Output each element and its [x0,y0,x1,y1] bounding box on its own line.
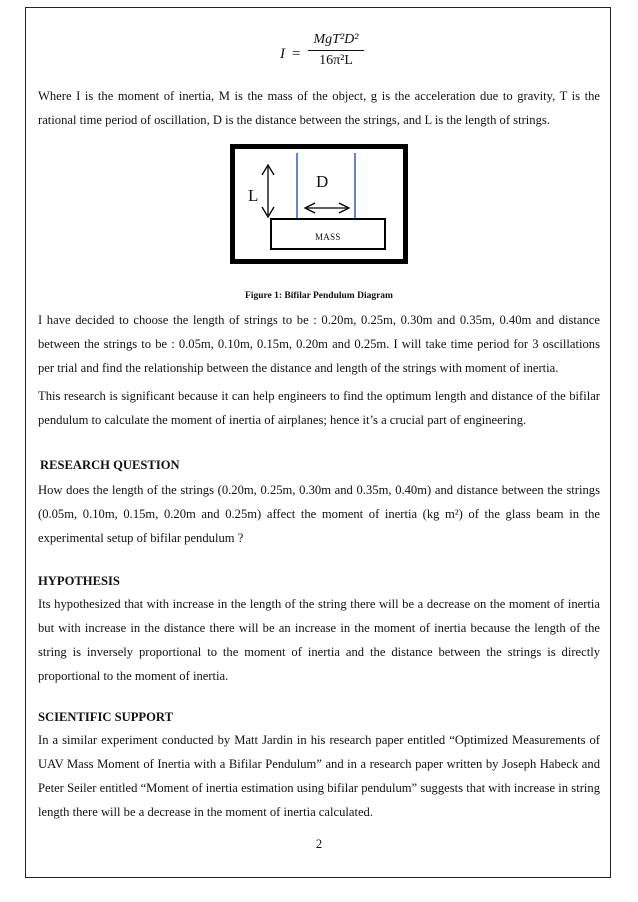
figure-caption: Figure 1: Bifilar Pendulum Diagram [245,291,393,301]
diagram-drawing [235,149,403,259]
page-number: 2 [315,837,323,851]
research-question-paragraph: How does the length of the strings (0.20m, 0.25m, 0.30m and 0.35m, 0.40m) and distance between the strings (0.05m, 0.10m, 0.15m, 0.20m and 0.25m) affect the moment of inertia (kg m²) of the glass beam in the experimental setup of bifilar pendulum ? [38,483,600,545]
length-label: L [248,186,259,205]
fraction-bar [308,50,364,51]
formula-equals: = [292,46,301,62]
bifilar-pendulum-diagram [230,144,408,264]
mass-label: MASS [315,232,341,242]
distance-label: D [316,172,329,191]
hypothesis-heading: HYPOTHESIS [38,574,120,588]
research-question-heading: RESEARCH QUESTION [40,458,180,472]
definition-paragraph: Where I is the moment of inertia, M is the mass of the object, g is the acceleration due to gravity, T is the rational time period of oscillation, D is the distance between the strings, and L is the length of strings. [38,89,600,127]
hypothesis-paragraph: Its hypothesized that with increase in the length of the string there will be a decrease on the moment of inertia but with increase in the distance there will be an increase in the moment of inertia because the length of the string is inversely proportional to the moment of inertia and the distance between the strings is directly proportional to the moment of inertia. [38,597,600,683]
scientific-support-heading: SCIENTIFIC SUPPORT [38,710,173,724]
formula-fraction [308,32,364,69]
significance-paragraph: This research is significant because it can help engineers to find the optimum length and distance of the bifilar pendulum to calculate the moment of inertia of airplanes; hence it’s a crucial part of engineering. [38,389,600,427]
formula-numerator: MgT²D² [313,32,359,47]
formula-lhs: I [280,46,285,62]
scientific-support-paragraph: In a similar experiment conducted by Matt Jardin in his research paper entitled “Optimized Measurements of UAV Mass Moment of Inertia with a Bifilar Pendulum” and in a research paper written by Joseph Habeck and Peter Seiler entitled “Moment of inertia estimation using bifilar pendulum” suggests that with increase in string length there will be a decrease in the moment of inertia calculated. [38,733,600,819]
choice-paragraph: I have decided to choose the length of strings to be : 0.20m, 0.25m, 0.30m and 0.35m, 0.40m and distance between the strings to be : 0.05m, 0.10m, 0.15m, 0.20m and 0.25m. I will take time period for 3 oscillations per trial and find the relationship between the distance and length of the strings with moment of inertia. [38,313,600,375]
formula-denominator: 16π²L [319,53,353,68]
